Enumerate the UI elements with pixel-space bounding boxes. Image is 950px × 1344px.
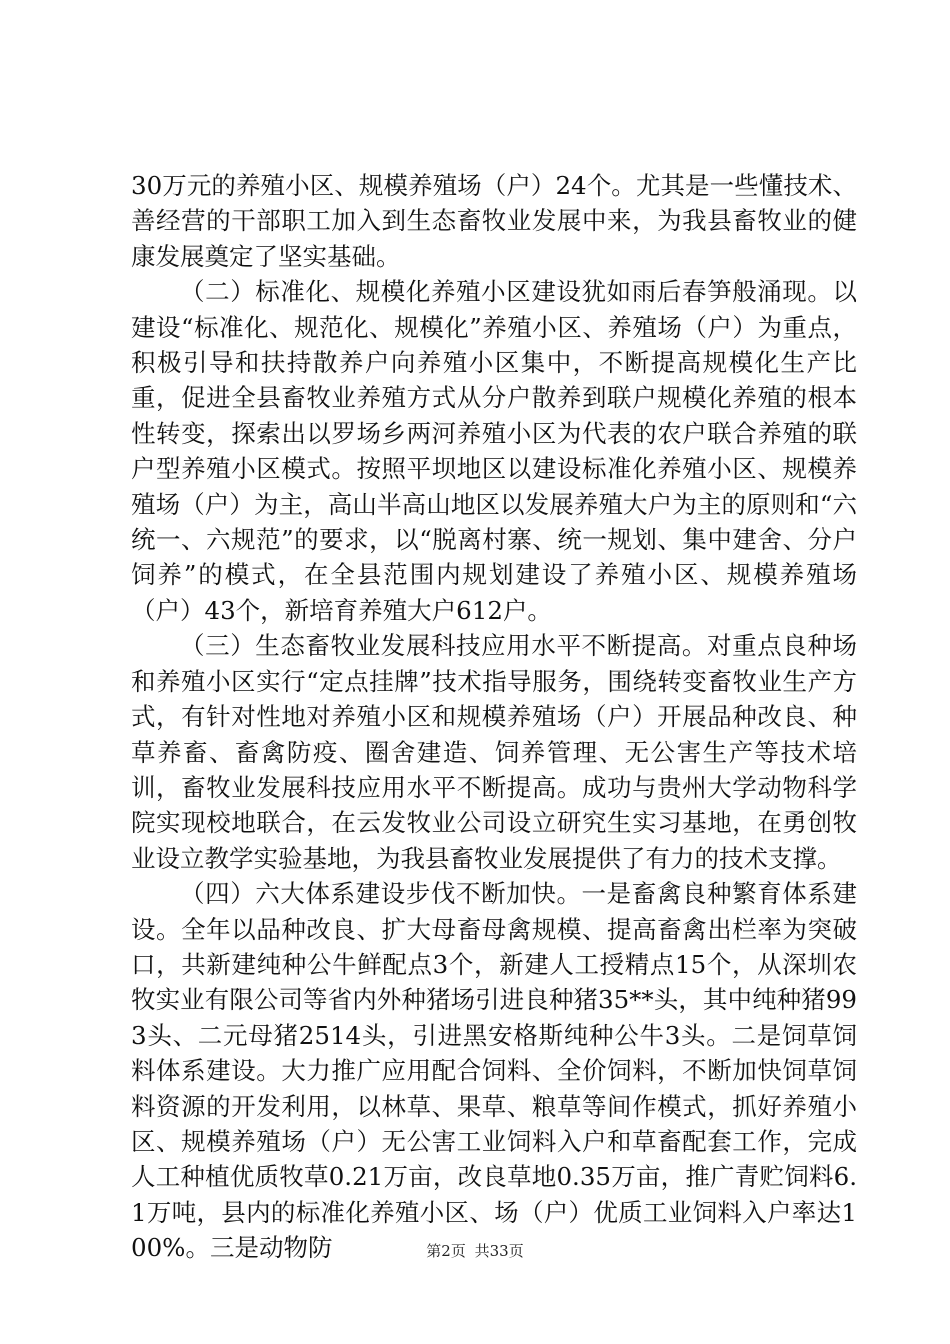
paragraph-section-two: （二）标准化、规模化养殖小区建设犹如雨后春笋般涌现。以建设“标准化、规范化、规模化”养殖小区、养殖场（户）为重点，积极引导和扶持散养户向养殖小区集中，不断提高规模化生产比重，促进全县畜牧业养殖方式从分户散养到联户规模化养殖的根本性转变，探索出以罗场乡两河养殖小区为代表的农户联合养殖的联户型养殖小区模式。按照平坝地区以建设标准化养殖小区、规模养殖场（户）为主，高山半高山地区以发展养殖大户为主的原则和“六统一、六规范”的要求，以“脱离村寨、统一规划、集中建舍、分户饲养”的模式，在全县范围内规划建设了养殖小区、规模养殖场（户）43个，新培育养殖大户612户。	[131, 277, 857, 625]
page-total: 共33页	[474, 1242, 524, 1260]
page-footer	[0, 1241, 950, 1261]
document-body	[131, 168, 857, 1266]
paragraph-section-three: （三）生态畜牧业发展科技应用水平不断提高。对重点良种场和养殖小区实行“定点挂牌”技术指导服务，围绕转变畜牧业生产方式，有针对性地对养殖小区和规模养殖场（户）开展品种改良、种草养畜、畜禽防疫、圈舍建造、饲养管理、无公害生产等技术培训，畜牧业发展科技应用水平不断提高。成功与贵州大学动物科学院实现校地联合，在云发牧业公司设立研究生实习基地，在勇创牧业设立教学实验基地，为我县畜牧业发展提供了有力的技术支撑。	[131, 631, 857, 873]
paragraph-section-four: （四）六大体系建设步伐不断加快。一是畜禽良种繁育体系建设。全年以品种改良、扩大母畜母禽规模、提高畜禽出栏率为突破口，共新建纯种公牛鲜配点3个，新建人工授精点15个，从深圳农牧实业有限公司等省内外种猪场引进良种猪35**头，其中纯种猪993头、二元母猪2514头，引进黑安格斯纯种公牛3头。二是饲草饲料体系建设。大力推广应用配合饲料、全价饲料，不断加快饲草饲料资源的开发利用，以林草、果草、粮草等间作模式，抓好养殖小区、规模养殖场（户）无公害工业饲料入户和草畜配套工作，完成人工种植优质牧草0.21万亩，改良草地0.35万亩，推广青贮饲料6.1万吨，县内的标准化养殖小区、场（户）优质工业饲料入户率达100%。三是动物防	[131, 879, 857, 1263]
paragraph-continuation: 30万元的养殖小区、规模养殖场（户）24个。尤其是一些懂技术、善经营的干部职工加入到生态畜牧业发展中来，为我县畜牧业的健康发展奠定了坚实基础。	[131, 171, 857, 271]
page-number: 第2页	[426, 1242, 466, 1260]
